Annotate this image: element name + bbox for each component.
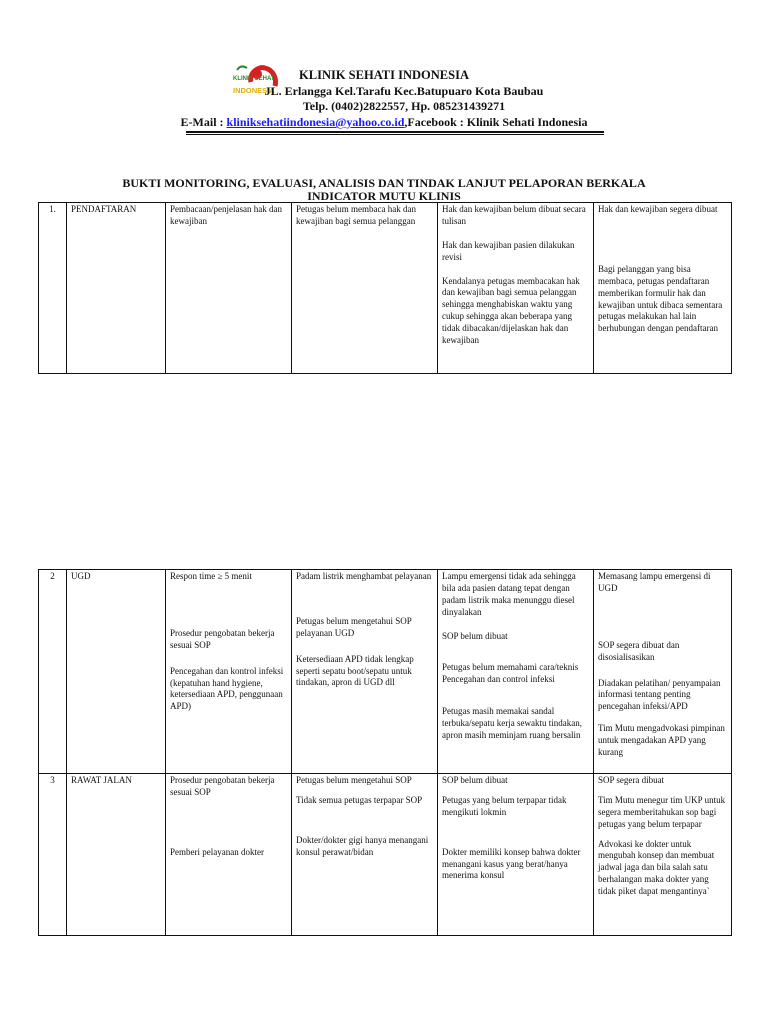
problem-cell: Petugas belum membaca hak dan kewajiban bagi semua pelanggan <box>292 203 438 374</box>
clinic-address: JL. Erlangga Kel.Tarafu Kec.Batupuaro Kota Baubau <box>264 84 544 98</box>
followup-text: Advokasi ke dokter untuk mengubah konsep dan membuat jadwal jaga dan bila salah satu berhalangan maka dokter yang tidak piket dapat mengantinya` <box>598 838 715 896</box>
logo-text-bottom: INDONESIA <box>233 86 275 95</box>
followup-text: Tim Mutu menegur tim UKP untuk segera memberitahukan sop bagi petugas yang belum terpapar <box>598 794 726 829</box>
table-row <box>39 570 732 774</box>
analysis-text: SOP belum dibuat <box>442 775 508 785</box>
header-rule-thick <box>186 131 604 133</box>
indicator-table-1 <box>38 202 732 374</box>
followup-cell <box>594 203 732 374</box>
followup-text: SOP segera dibuat <box>598 775 665 785</box>
followup-text: SOP segera dibuat dan disosialisasikan <box>598 639 680 662</box>
problem-cell <box>292 570 438 774</box>
problem-text: Petugas belum mengetahui SOP pelayanan UGD <box>296 615 412 638</box>
followup-text: Memasang lampu emergensi di UGD <box>598 571 711 593</box>
analysis-text: Hak dan kewajiban pasien dilakukan revisi <box>442 239 575 262</box>
followup-text: Bagi pelanggan yang bisa membaca, petugas pendaftaran memberikan formulir hak dan kewajiban untuk dibaca sementara petugas melakukan hal lain berhubungan dengan pendaftaran <box>598 263 723 334</box>
clinic-phone: Telp. (0402)2822557, Hp. 085231439271 <box>302 99 506 113</box>
analysis-text: Petugas belum memahami cara/teknis Pencegahan dan control infeksi <box>442 662 579 685</box>
clinic-name: KLINIK SEHATI INDONESIA <box>299 68 469 82</box>
analysis-text: Petugas masih memakai sandal terbuka/sepatu kerja sewaktu tindakan, apron masih meminjam ruang bersalin <box>442 706 582 740</box>
analysis-cell <box>438 774 594 936</box>
logo-text-top: KLINIK SEHATI <box>233 76 277 82</box>
indicator-text: Pemberi pelayanan dokter <box>170 846 264 857</box>
analysis-text: Dokter memiliki konsep bahwa dokter menangani kasus yang berat/hanya menerima konsul <box>442 846 581 881</box>
analysis-text: SOP belum dibuat <box>442 630 508 641</box>
table-row <box>39 774 732 936</box>
row-number: 1. <box>39 203 67 374</box>
indicator-text: Pencegahan dan kontrol infeksi (kepatuhan hand hygiene, ketersediaan APD, penggunaan APD) <box>170 665 284 712</box>
row-number: 3 <box>39 774 67 936</box>
unit-cell: RAWAT JALAN <box>67 774 166 936</box>
indicator-text: Respon time ≥ 5 menit <box>170 571 252 581</box>
indicator-text: Prosedur pengobatan bekerja sesuai SOP <box>170 627 275 650</box>
problem-cell <box>292 774 438 936</box>
followup-cell <box>594 774 732 936</box>
row-number: 2 <box>39 570 67 774</box>
problem-text: Dokter/dokter gigi hanya menangani konsul perawat/bidan <box>296 834 429 857</box>
header-rule-thin <box>186 134 604 135</box>
unit-cell: UGD <box>67 570 166 774</box>
indicator-text: Prosedur pengobatan bekerja sesuai SOP <box>170 775 275 797</box>
problem-text: Padam listrik menghambat pelayanan <box>296 571 432 581</box>
problem-text: Ketersediaan APD tidak lengkap seperti sepatu boot/sepatu untuk tindakan, apron di UGD dll <box>296 653 414 688</box>
analysis-text: Kendalanya petugas membacakan hak dan kewajiban bagi semua pelanggan sehingga menghabiskan waktu yang cukup sehingga akan beberapa yang tidak dibacakan/dijelaskan hak dan kewajiban <box>442 275 580 345</box>
problem-text: Petugas belum mengetahui SOP <box>296 775 412 785</box>
analysis-text: Petugas yang belum terpapar tidak mengikuti lokmin <box>442 794 567 817</box>
email-link[interactable]: kliniksehatiindonesia@yahoo.co.id <box>226 115 405 129</box>
unit-cell: PENDAFTARAN <box>67 203 166 374</box>
analysis-text: Hak dan kewajiban belum dibuat secara tulisan <box>442 204 586 226</box>
analysis-cell <box>438 570 594 774</box>
email-label: E-Mail : <box>180 115 227 129</box>
indicator-cell: Pembacaan/penjelasan hak dan kewajiban <box>166 203 292 374</box>
followup-cell <box>594 570 732 774</box>
followup-text: Diadakan pelatihan/ penyampaian informasi tentang penting pencegahan infeksi/APD <box>598 677 721 712</box>
facebook-text: ,Facebook : Klinik Sehati Indonesia <box>404 115 588 129</box>
analysis-cell <box>438 203 594 374</box>
indicator-table-2 <box>38 569 732 936</box>
problem-text: Tidak semua petugas terpapar SOP <box>296 794 423 805</box>
table-row <box>39 203 732 374</box>
document-subtitle: INDICATOR MUTU KLINIS <box>307 189 461 203</box>
followup-text: Hak dan kewajiban segera dibuat <box>598 204 718 214</box>
document-title: BUKTI MONITORING, EVALUASI, ANALISIS DAN TINDAK LANJUT PELAPORAN BERKALA <box>122 176 646 190</box>
indicator-cell <box>166 774 292 936</box>
followup-text: Tim Mutu mengadvokasi pimpinan untuk mengadakan APD yang kurang <box>598 723 725 757</box>
indicator-cell <box>166 570 292 774</box>
analysis-text: Lampu emergensi tidak ada sehingga bila ada pasien datang tepat dengan padam listrik maka menunggu diesel dinyalakan <box>442 571 576 617</box>
contact-line <box>0 115 768 130</box>
